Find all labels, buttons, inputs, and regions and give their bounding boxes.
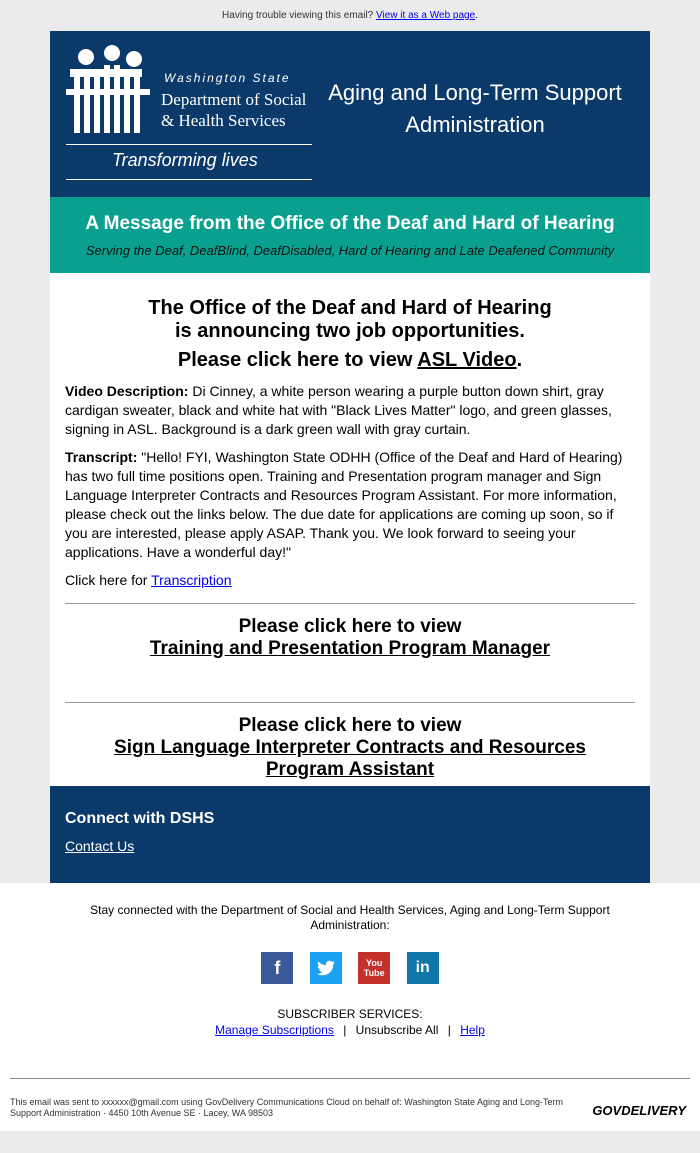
transcription-line [65,571,635,590]
subscriber-services-title: SUBSCRIBER SERVICES: [277,1007,423,1021]
view-web-page-link[interactable]: View it as a Web page [376,10,476,21]
asl-video-link[interactable]: ASL Video [417,349,517,371]
fine-print: This email was sent to xxxxxx@gmail.com using GovDelivery Communications Cloud on behalf of: Washington State Aging and Long-Term Support Administration · 4450 10th Avenue SE · Lacey, WA 98503 [10,1097,564,1118]
job2-link-line1[interactable]: Sign Language Interpreter Contracts and Resources [114,737,586,758]
job2-block [65,715,635,781]
banner-subtitle: Serving the Deaf, DeafBlind, DeafDisabled, Hard of Hearing and Late Deafened Community [85,243,615,258]
job2-link-line2[interactable]: Program Assistant [265,759,435,780]
separator: | [343,1023,347,1037]
transcription-prefix: Click here for [65,572,152,588]
preheader-suffix: . [475,10,478,21]
header [50,31,650,197]
transcript [65,448,635,562]
spacer [65,660,635,689]
youtube-icon[interactable]: You Tube [358,952,390,984]
subscriber-links [0,1023,700,1037]
main-content [50,273,650,786]
contact-us-link[interactable]: Contact Us [65,838,135,854]
administration-title [320,77,630,141]
asl-video-heading [65,349,635,372]
announcement-line2: is announcing two job opportunities. [175,320,525,342]
logo-dept-text [161,89,306,131]
logo-dept-line1: Department of Social [161,90,307,109]
logo-divider [66,144,312,145]
email-container [50,31,650,883]
stay-connected-text: Stay connected with the Department of Social and Health Services, Aging and Long-Term Support Administration: [90,903,610,932]
footer-divider [10,1078,690,1079]
job1-block [65,616,635,660]
govdelivery-logo: GOVDELIVERY [592,1103,686,1118]
job2-prefix: Please click here to view [238,715,462,736]
preheader-text: Having trouble viewing this email? [222,10,374,21]
job2-link[interactable] [114,737,586,780]
logo-divider-bottom [66,179,312,180]
connect-title: Connect with DSHS [65,810,215,827]
asl-prefix: Please click here to view [177,349,418,371]
banner-title: A Message from the Office of the Deaf and Hard of Hearing [85,213,615,234]
asl-suffix: . [516,349,523,371]
unsubscribe-all[interactable]: Unsubscribe All [355,1023,439,1037]
twitter-icon[interactable] [310,952,342,984]
divider [65,603,635,604]
admin-title-line2: Administration [405,112,545,137]
video-description [65,382,635,439]
twitter-bird-icon [310,952,342,984]
dshs-logo [66,45,312,181]
separator: | [447,1023,451,1037]
transcript-label: Transcript: [65,449,138,465]
transcription-link[interactable]: Transcription [151,572,232,588]
social-icons [0,952,700,984]
divider [65,702,635,703]
linkedin-icon[interactable]: in [407,952,439,984]
message-banner [50,197,650,273]
footer [0,883,700,1131]
connect-section [50,786,650,883]
admin-title-line1: Aging and Long-Term Support [328,80,622,105]
job1-link[interactable]: Training and Presentation Program Manager [149,638,551,659]
preheader [0,0,700,31]
job1-prefix: Please click here to view [238,616,462,637]
facebook-icon[interactable]: f [261,952,293,984]
people-figures-icon [66,45,156,137]
manage-subscriptions-link[interactable]: Manage Subscriptions [215,1023,334,1037]
logo-tagline: Transforming lives [112,150,258,170]
logo-state-text: Washington State [164,71,291,85]
video-description-text: Di Cinney, a white person wearing a purple button down shirt, gray cardigan sweater, black and white hat with "Black Lives Matter" logo, and green glasses, signing in ASL. Background is a dark green wall with gray curtain. [65,383,612,437]
announcement-heading [65,297,635,343]
announcement-line1: The Office of the Deaf and Hard of Hearing [148,297,552,319]
transcript-text: "Hello! FYI, Washington State ODHH (Office of the Deaf and Hard of Hearing) has two full time positions open. Training and Presentation program manager and Sign Language Interpreter Contracts and Resources Program Assistant. For more information, please check out the links below. The due date for applications are coming up soon, so if you are interested, please apply ASAP. Thank you. We look forward to seeing your applications. Have a wonderful day!" [65,449,623,560]
help-link[interactable]: Help [460,1023,485,1037]
video-description-label: Video Description: [65,383,189,399]
logo-dept-line2: & Health Services [161,111,286,130]
